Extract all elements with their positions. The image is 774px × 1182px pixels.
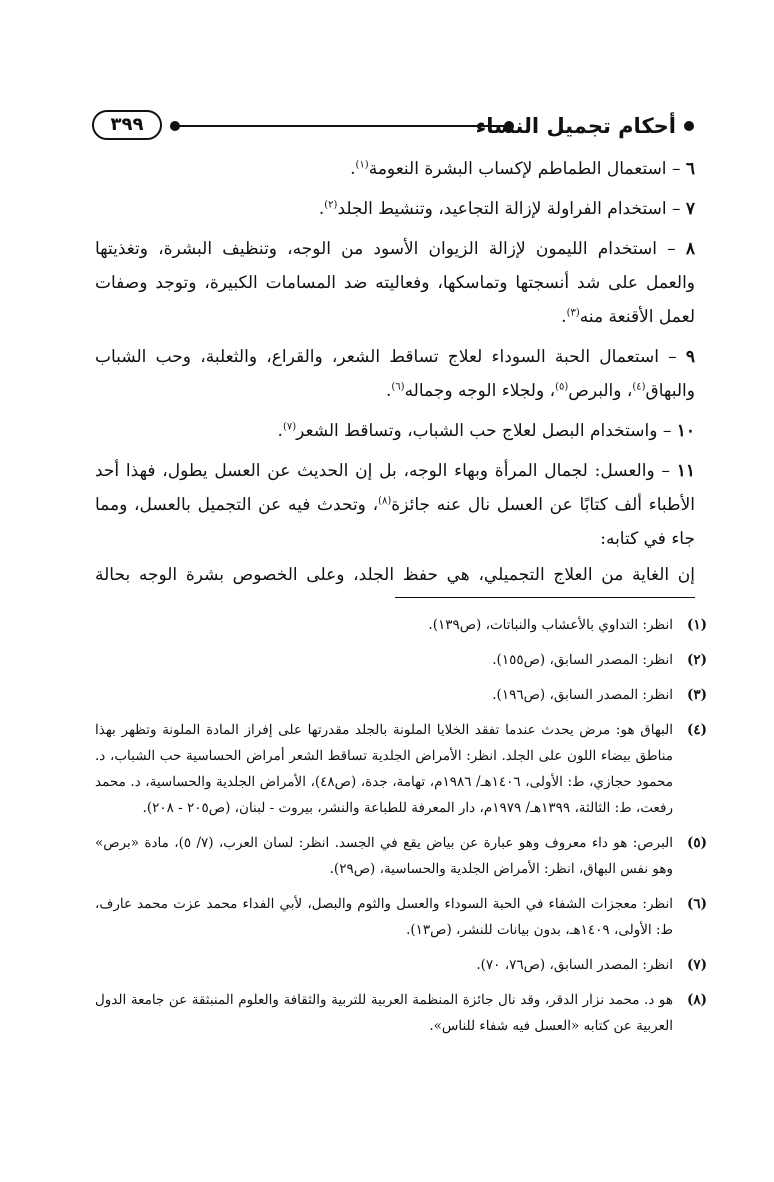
footnote-number: (٧) — [686, 957, 707, 973]
footnote-text: انظر: المصدر السابق، (ص٧٦، ٧٠). — [476, 957, 673, 973]
header-rule — [178, 125, 508, 127]
footnote — [95, 647, 707, 673]
footnote-text: البهاق هو: مرض يحدث عندما تفقد الخلايا الملونة بالجلد مقدرتها على إفراز المادة الملونة وتظهر بهذا مناطق بيضاء اللون على الجلد. انظر: الأمراض الجلدية تساقط الشعر أمراض الحساسية حب الشباب، د. محمود حجازي، ط: الأولى، ١٤٠٦هـ/ ١٩٨٦م، تهامة، جدة، (ص٤٨)، الأمراض الجلدية والحساسية، د. محمد رفعت، ط: الثالثة، ١٣٩٩هـ/ ١٩٧٩م، دار المعرفة للطباعة والنشر، بيروت - لبنان، (ص٢٠٥ - ٢٠٨). — [95, 722, 673, 816]
quote-line: إن الغاية من العلاج التجميلي، هي حفظ الجلد، وعلى الخصوص بشرة الوجه بحالة — [95, 565, 695, 585]
footnote — [95, 891, 707, 943]
body-text — [95, 152, 695, 562]
footnote-ref[interactable]: (٧) — [282, 421, 297, 433]
footnote-ref[interactable]: (٨) — [378, 495, 392, 507]
footnotes — [95, 612, 707, 1048]
footnote-text: انظر: المصدر السابق، (ص١٩٦). — [492, 687, 673, 703]
item-number: ١٠ — [676, 421, 695, 441]
item-text: – استعمال الطماطم لإكساب البشرة النعومة — [368, 159, 681, 179]
list-item — [95, 232, 695, 334]
footnote-text: انظر: معجزات الشفاء في الحبة السوداء والعسل والثوم والبصل، لأبي الفداء محمد عزت محمد عارف، ط: الأولى، ١٤٠٩هـ، بدون بيانات للنشر، (ص١٣). — [95, 896, 673, 938]
item-number: ٧ — [685, 199, 695, 219]
footnote-number: (٥) — [686, 835, 707, 851]
header-title: أحكام تجميل النساء — [475, 114, 676, 138]
footnote-number: (٢) — [686, 652, 707, 668]
item-text: – استعمال الحبة السوداء لعلاج تساقط الشعر، والقراع، والثعلبة، وحب الشباب والبهاق — [95, 347, 695, 401]
header-bullet-right — [684, 121, 694, 131]
footnote-text: انظر: المصدر السابق، (ص١٥٥). — [492, 652, 673, 668]
item-text: – استخدام الفراولة لإزالة التجاعيد، وتنشيط الجلد — [337, 199, 681, 219]
footnote — [95, 612, 707, 638]
item-text: – والعسل: لجمال المرأة وبهاء الوجه، بل إن الحديث عن العسل يطول، فهذا أحد الأطباء ألف كتابًا عن العسل نال عنه جائزة — [95, 461, 696, 515]
item-end: . — [350, 159, 356, 179]
list-item — [95, 152, 695, 186]
footnote-ref[interactable]: (٦) — [391, 381, 405, 393]
item-number: ٩ — [685, 347, 696, 367]
item-text: ، ولجلاء الوجه وجماله — [404, 381, 556, 401]
footnote — [95, 717, 707, 821]
list-item — [95, 192, 695, 226]
footnote — [95, 952, 707, 978]
item-number: ٦ — [685, 159, 695, 179]
footnote-ref[interactable]: (٤) — [632, 381, 646, 393]
item-text: – واستخدام البصل لعلاج حب الشباب، وتساقط الشعر — [296, 421, 672, 441]
footnote-ref[interactable]: (٣) — [566, 307, 580, 319]
footnote-number: (١) — [686, 617, 707, 633]
footnote-ref[interactable]: (٢) — [324, 199, 338, 211]
list-item — [95, 454, 695, 556]
item-end: . — [318, 199, 325, 219]
page-number: ٣٩٩ — [92, 110, 162, 140]
list-item — [95, 414, 695, 448]
item-end: . — [385, 381, 392, 401]
item-text: ، والبرص — [568, 381, 633, 401]
footnote-number: (٤) — [686, 722, 707, 738]
footnote — [95, 830, 707, 882]
footnote-ref[interactable]: (١) — [355, 159, 369, 171]
running-header — [92, 108, 692, 144]
footnote-number: (٣) — [686, 687, 707, 703]
item-number: ٨ — [685, 239, 696, 259]
item-number: ١١ — [676, 461, 695, 481]
list-item — [95, 340, 695, 408]
footnote-text: البرص: هو داء معروف وهو عبارة عن بياض يقع في الجسد. انظر: لسان العرب، (٧/ ٥)، مادة «برص» وهو نفس البهاق، انظر: الأمراض الجلدية والحساسية، (ص٢٩). — [95, 835, 674, 877]
footnote — [95, 987, 707, 1039]
footnote-text: هو د. محمد نزار الدقر، وقد نال جائزة المنظمة العربية للتربية والثقافة والعلوم المنبثقة عن جامعة الدول العربية عن كتابه «العسل فيه شفاء للناس». — [95, 992, 673, 1034]
footnote-number: (٨) — [686, 992, 707, 1008]
item-end: . — [277, 421, 283, 441]
footnote-ref[interactable]: (٥) — [555, 381, 569, 393]
footnote-separator — [395, 597, 695, 598]
item-end: . — [561, 307, 567, 327]
footnote-number: (٦) — [686, 896, 707, 912]
footnote — [95, 682, 707, 708]
footnote-text: انظر: التداوي بالأعشاب والنباتات، (ص١٣٩). — [428, 617, 673, 633]
item-text: ، وتحدث فيه عن التجميل بالعسل، ومما جاء في كتابه: — [95, 495, 695, 549]
item-text: – استخدام الليمون لإزالة الزيوان الأسود من الوجه، وتنظيف البشرة، وتغذيتها والعمل على شد أنسجتها وتماسكها، وفعاليته ضد المسامات الكبيرة، وتوجد وصفات لعمل الأقنعة منه — [95, 239, 695, 327]
